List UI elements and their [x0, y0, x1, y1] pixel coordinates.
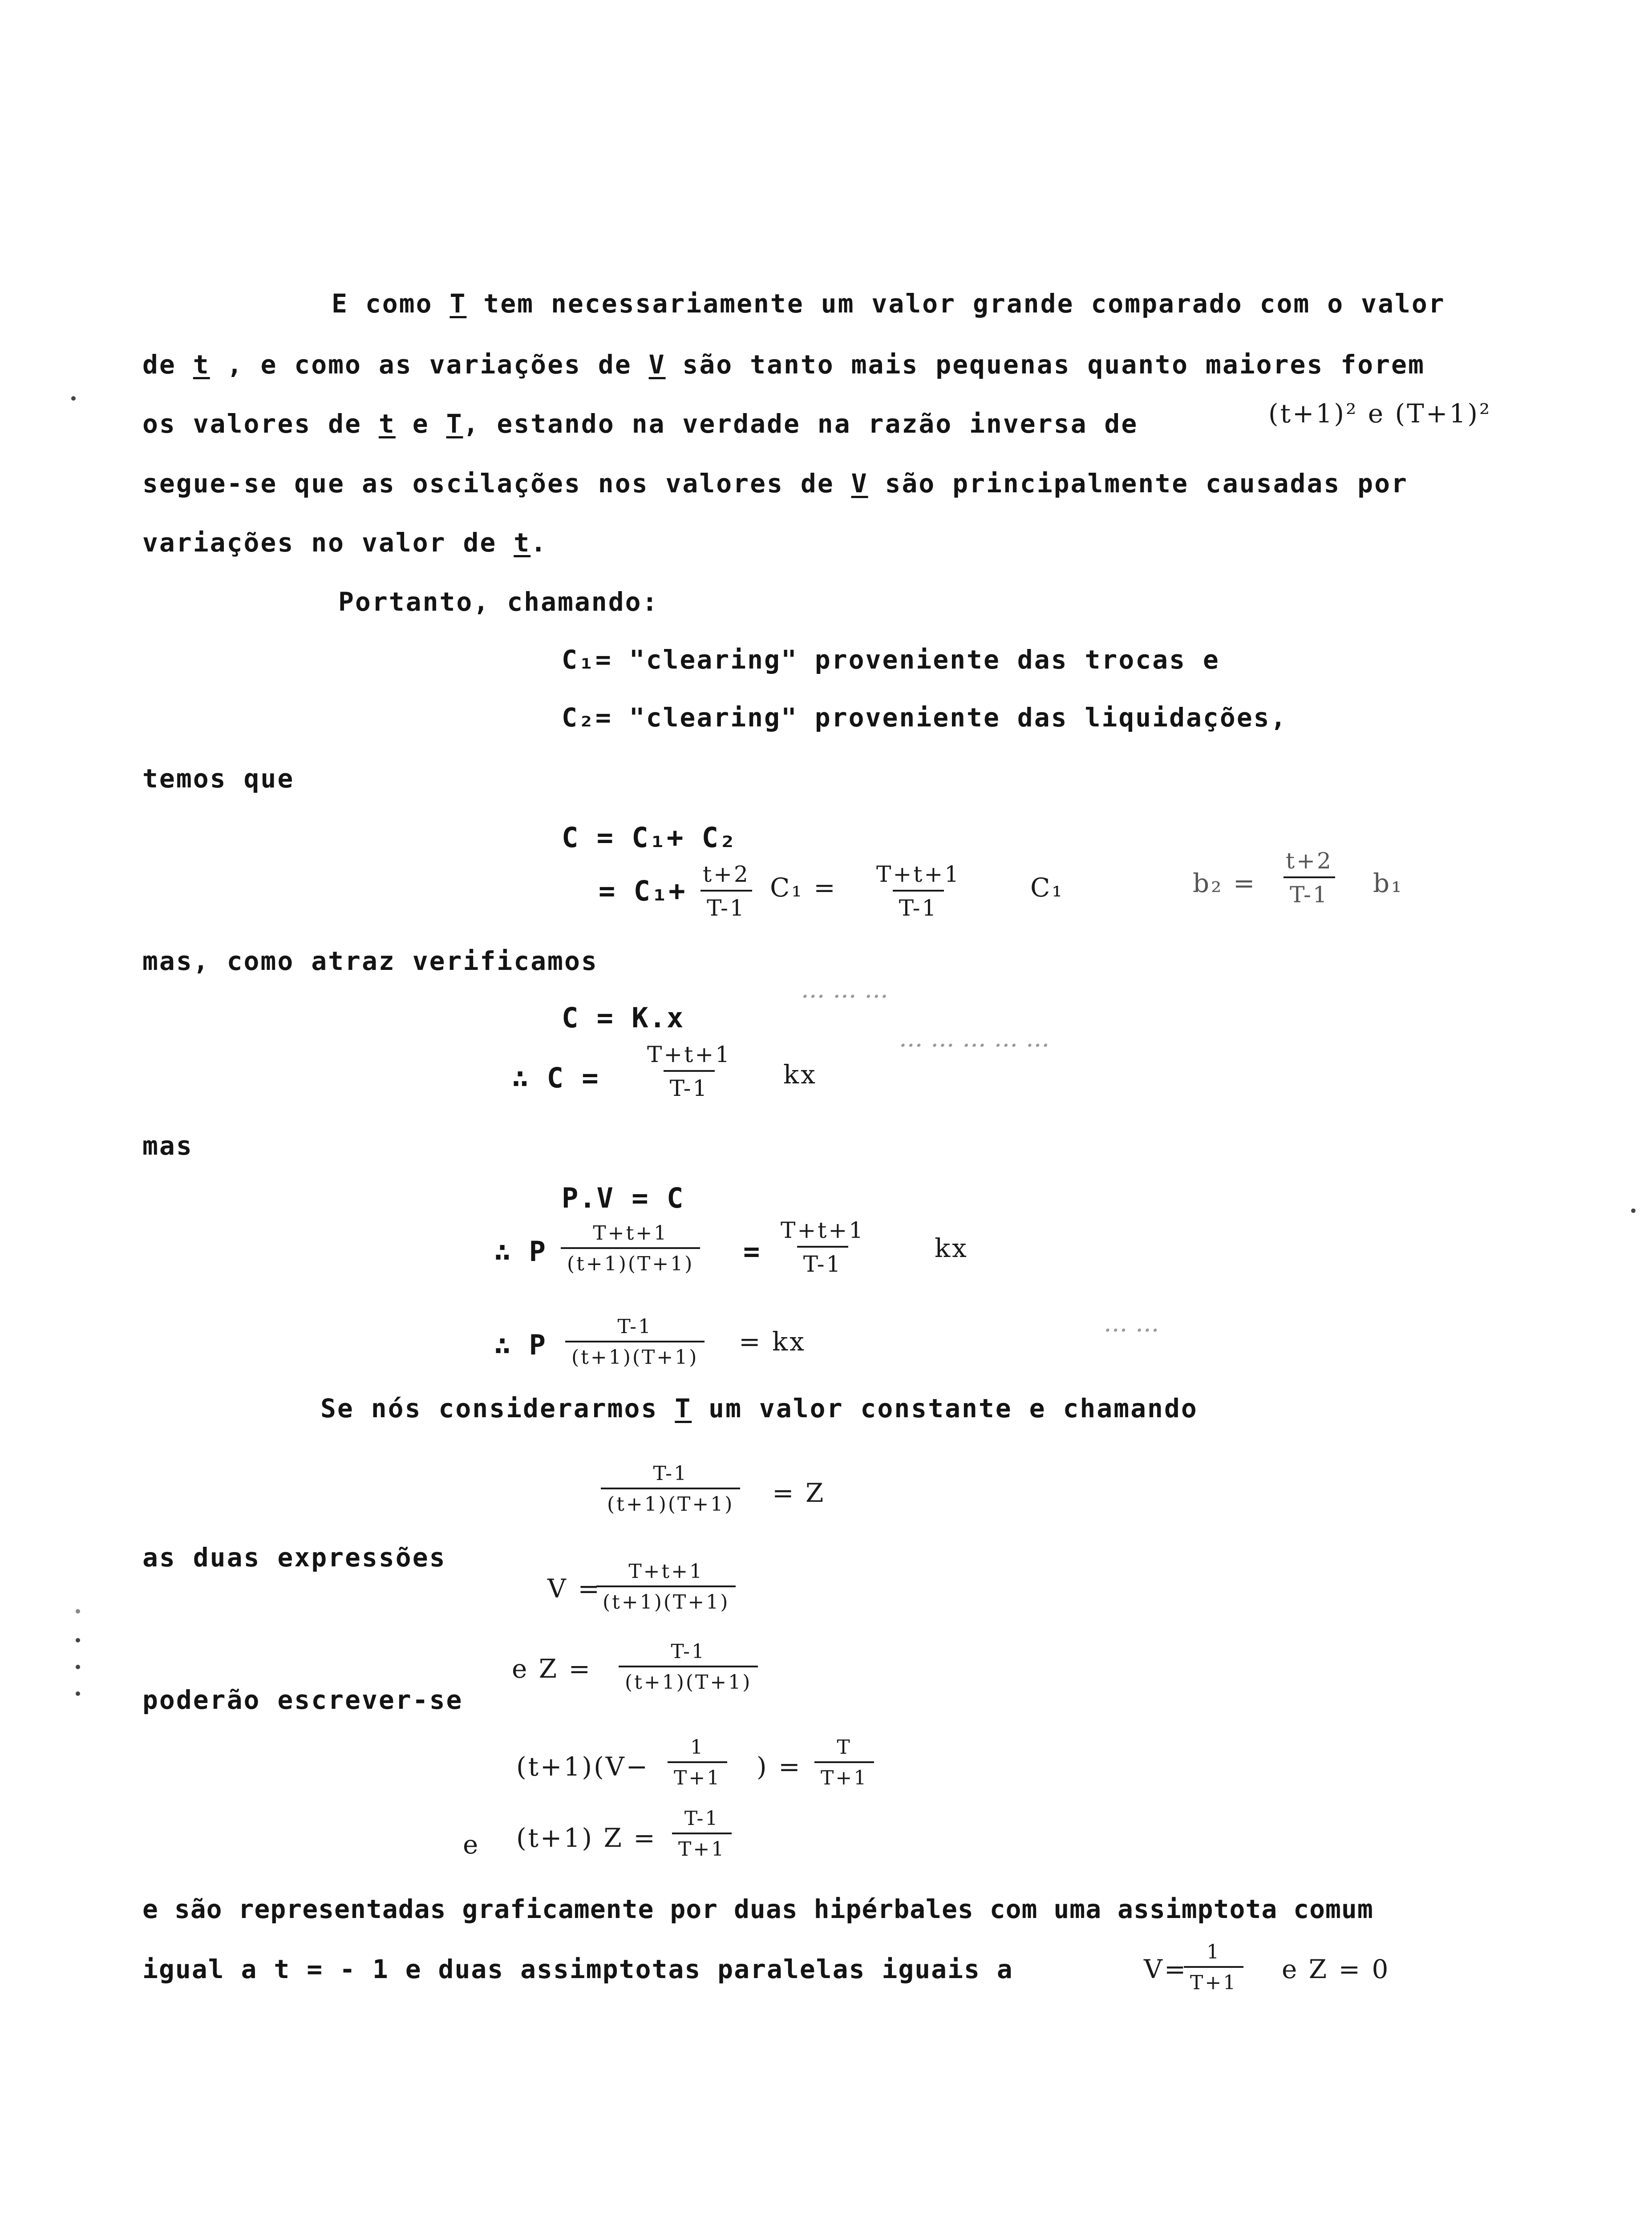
c1-a: C₁ = [770, 872, 837, 903]
stray-mark [71, 396, 76, 401]
handwritten-squares: (t+1)² e (T+1)² [1268, 398, 1492, 429]
text: variações no valor de [142, 527, 514, 558]
stray-mark [76, 1665, 80, 1669]
r2-lhs: (t+1) Z = [516, 1823, 657, 1853]
denominator: (t+1)(T+1) [619, 1666, 758, 1694]
stray-mark [76, 1609, 80, 1614]
mas: mas [142, 1131, 193, 1161]
denominator: T-1 [664, 1070, 715, 1101]
text: um valor constante e chamando [692, 1393, 1198, 1423]
z-rhs: = Z [772, 1478, 826, 1508]
stray-mark [76, 1638, 80, 1642]
numerator: T-1 [671, 1640, 706, 1663]
var-t: t [193, 349, 210, 380]
text: . [530, 527, 548, 558]
text: Se nós considerarmos [320, 1393, 675, 1423]
para1-line3 [142, 409, 1138, 439]
numerator: 1 [690, 1736, 705, 1759]
frac-p2 [565, 1315, 705, 1369]
numerator: t+2 [1286, 848, 1333, 874]
denominator: T-1 [893, 890, 944, 921]
pencil-note-1: ... ... ... [801, 975, 888, 1004]
frac-z2 [619, 1640, 758, 1694]
frac-r1 [814, 1736, 874, 1789]
v-lhs: V = [547, 1573, 601, 1604]
numerator: 1 [1207, 1941, 1221, 1963]
denominator: T+1 [672, 1833, 732, 1861]
denominator: T+1 [1184, 1966, 1243, 1994]
var-t: t [514, 527, 531, 558]
frac-z [601, 1462, 740, 1516]
pencil-note-2: ... ... ... ... ... [899, 1024, 1050, 1053]
denominator: T+1 [668, 1761, 727, 1789]
numerator: T+t+1 [781, 1217, 865, 1243]
definition-c1: C₁= "clearing" proveniente das trocas e [562, 645, 1220, 675]
eq-p2-lhs: ∴ P [494, 1329, 547, 1361]
eq-c-expand: = C₁+ [599, 875, 686, 907]
eq-c2-lhs: ∴ C = [512, 1062, 599, 1094]
temos-que: temos que [142, 763, 295, 794]
numerator: T+t+1 [647, 1042, 732, 1067]
text: E como [332, 288, 450, 319]
denominator: (t+1)(T+1) [596, 1585, 736, 1614]
numerator: T+t+1 [876, 861, 961, 887]
poderao: poderão escrever-se [142, 1685, 463, 1715]
eq-p1-equals: = [743, 1235, 761, 1268]
numerator: T+t+1 [593, 1222, 668, 1245]
text: tem necessariamente um valor grande comparado com o valor [466, 288, 1446, 319]
var-V: V [648, 349, 666, 380]
numerator: T-1 [617, 1315, 652, 1338]
c1-b: C₁ [1030, 872, 1064, 903]
z2-lhs: e Z = [512, 1654, 592, 1684]
numerator: T [837, 1736, 852, 1759]
r2-e: e [463, 1829, 480, 1860]
para1-line2 [142, 349, 1425, 380]
se-nos [320, 1393, 1198, 1423]
var-T: T [449, 288, 467, 319]
margin-note-frac [1279, 848, 1339, 908]
frac-p1 [561, 1222, 700, 1275]
denominator: T+1 [814, 1761, 874, 1789]
stray-mark [76, 1691, 80, 1696]
kx: kx [783, 1059, 817, 1090]
eq-c-sum: C = C₁+ C₂ [562, 821, 737, 854]
denominator: T-1 [700, 890, 752, 921]
pencil-note-3: ... ... [1104, 1309, 1159, 1338]
margin-note-rhs: b₁ [1373, 868, 1404, 898]
numerator: T+t+1 [628, 1560, 704, 1583]
denominator: (t+1)(T+1) [561, 1247, 700, 1275]
final-z: e Z = 0 [1282, 1954, 1390, 1984]
frac-final-v [1184, 1941, 1243, 1994]
as-duas: as duas expressões [142, 1542, 446, 1573]
para1-line4 [142, 468, 1408, 499]
kx-3: = kx [739, 1326, 806, 1357]
var-t: t [378, 409, 396, 439]
eq-ckx: C = K.x [562, 1002, 684, 1034]
var-T: T [446, 409, 463, 439]
numerator: t+2 [703, 861, 750, 887]
denominator: (t+1)(T+1) [601, 1488, 740, 1516]
denominator: T-1 [1284, 876, 1335, 908]
frac-Tt1-T1 [870, 861, 967, 921]
para1-line1 [332, 288, 1446, 319]
final-line2: igual a t = - 1 e duas assimptotas paralelas iguais a [142, 1954, 1013, 1984]
var-T: T [675, 1393, 692, 1423]
stray-mark [1631, 1208, 1636, 1213]
frac-t2-T1 [696, 861, 756, 921]
eq-p1-lhs: ∴ P [494, 1235, 547, 1268]
frac-r1-inner [668, 1736, 727, 1789]
portanto: Portanto, chamando: [338, 587, 659, 617]
frac-v [596, 1560, 736, 1614]
text: , e como as variações de [210, 349, 649, 380]
denominator: T-1 [797, 1246, 849, 1277]
denominator: (t+1)(T+1) [565, 1341, 705, 1369]
numerator: T-1 [684, 1807, 720, 1830]
var-V: V [851, 468, 868, 499]
final-line1: e são representadas graficamente por duas hipérbales com uma assimptota comum [142, 1894, 1373, 1924]
numerator: T-1 [653, 1462, 688, 1485]
frac-c2 [641, 1042, 737, 1101]
text: segue-se que as oscilações nos valores de [142, 468, 851, 499]
para1-line5 [142, 527, 547, 558]
frac-p1-rhs [774, 1217, 871, 1277]
mas-como: mas, como atraz verificamos [142, 946, 598, 976]
text: e [395, 409, 446, 439]
text: de [142, 349, 193, 380]
frac-r2 [672, 1807, 732, 1861]
r1-close: ) = [757, 1752, 802, 1782]
margin-note-lhs: b₂ = [1193, 868, 1257, 898]
text: são principalmente causadas por [868, 468, 1408, 499]
kx-2: kx [935, 1233, 968, 1263]
eq-pv: P.V = C [562, 1182, 684, 1214]
text: são tanto mais pequenas quanto maiores forem [665, 349, 1425, 380]
text: , estando na verdade na razão inversa de [463, 409, 1138, 439]
r1-lhs: (t+1)(V− [516, 1752, 650, 1782]
final-v: V= [1144, 1954, 1188, 1984]
definition-c2: C₂= "clearing" proveniente das liquidações, [562, 702, 1288, 733]
text: os valores de [142, 409, 379, 439]
